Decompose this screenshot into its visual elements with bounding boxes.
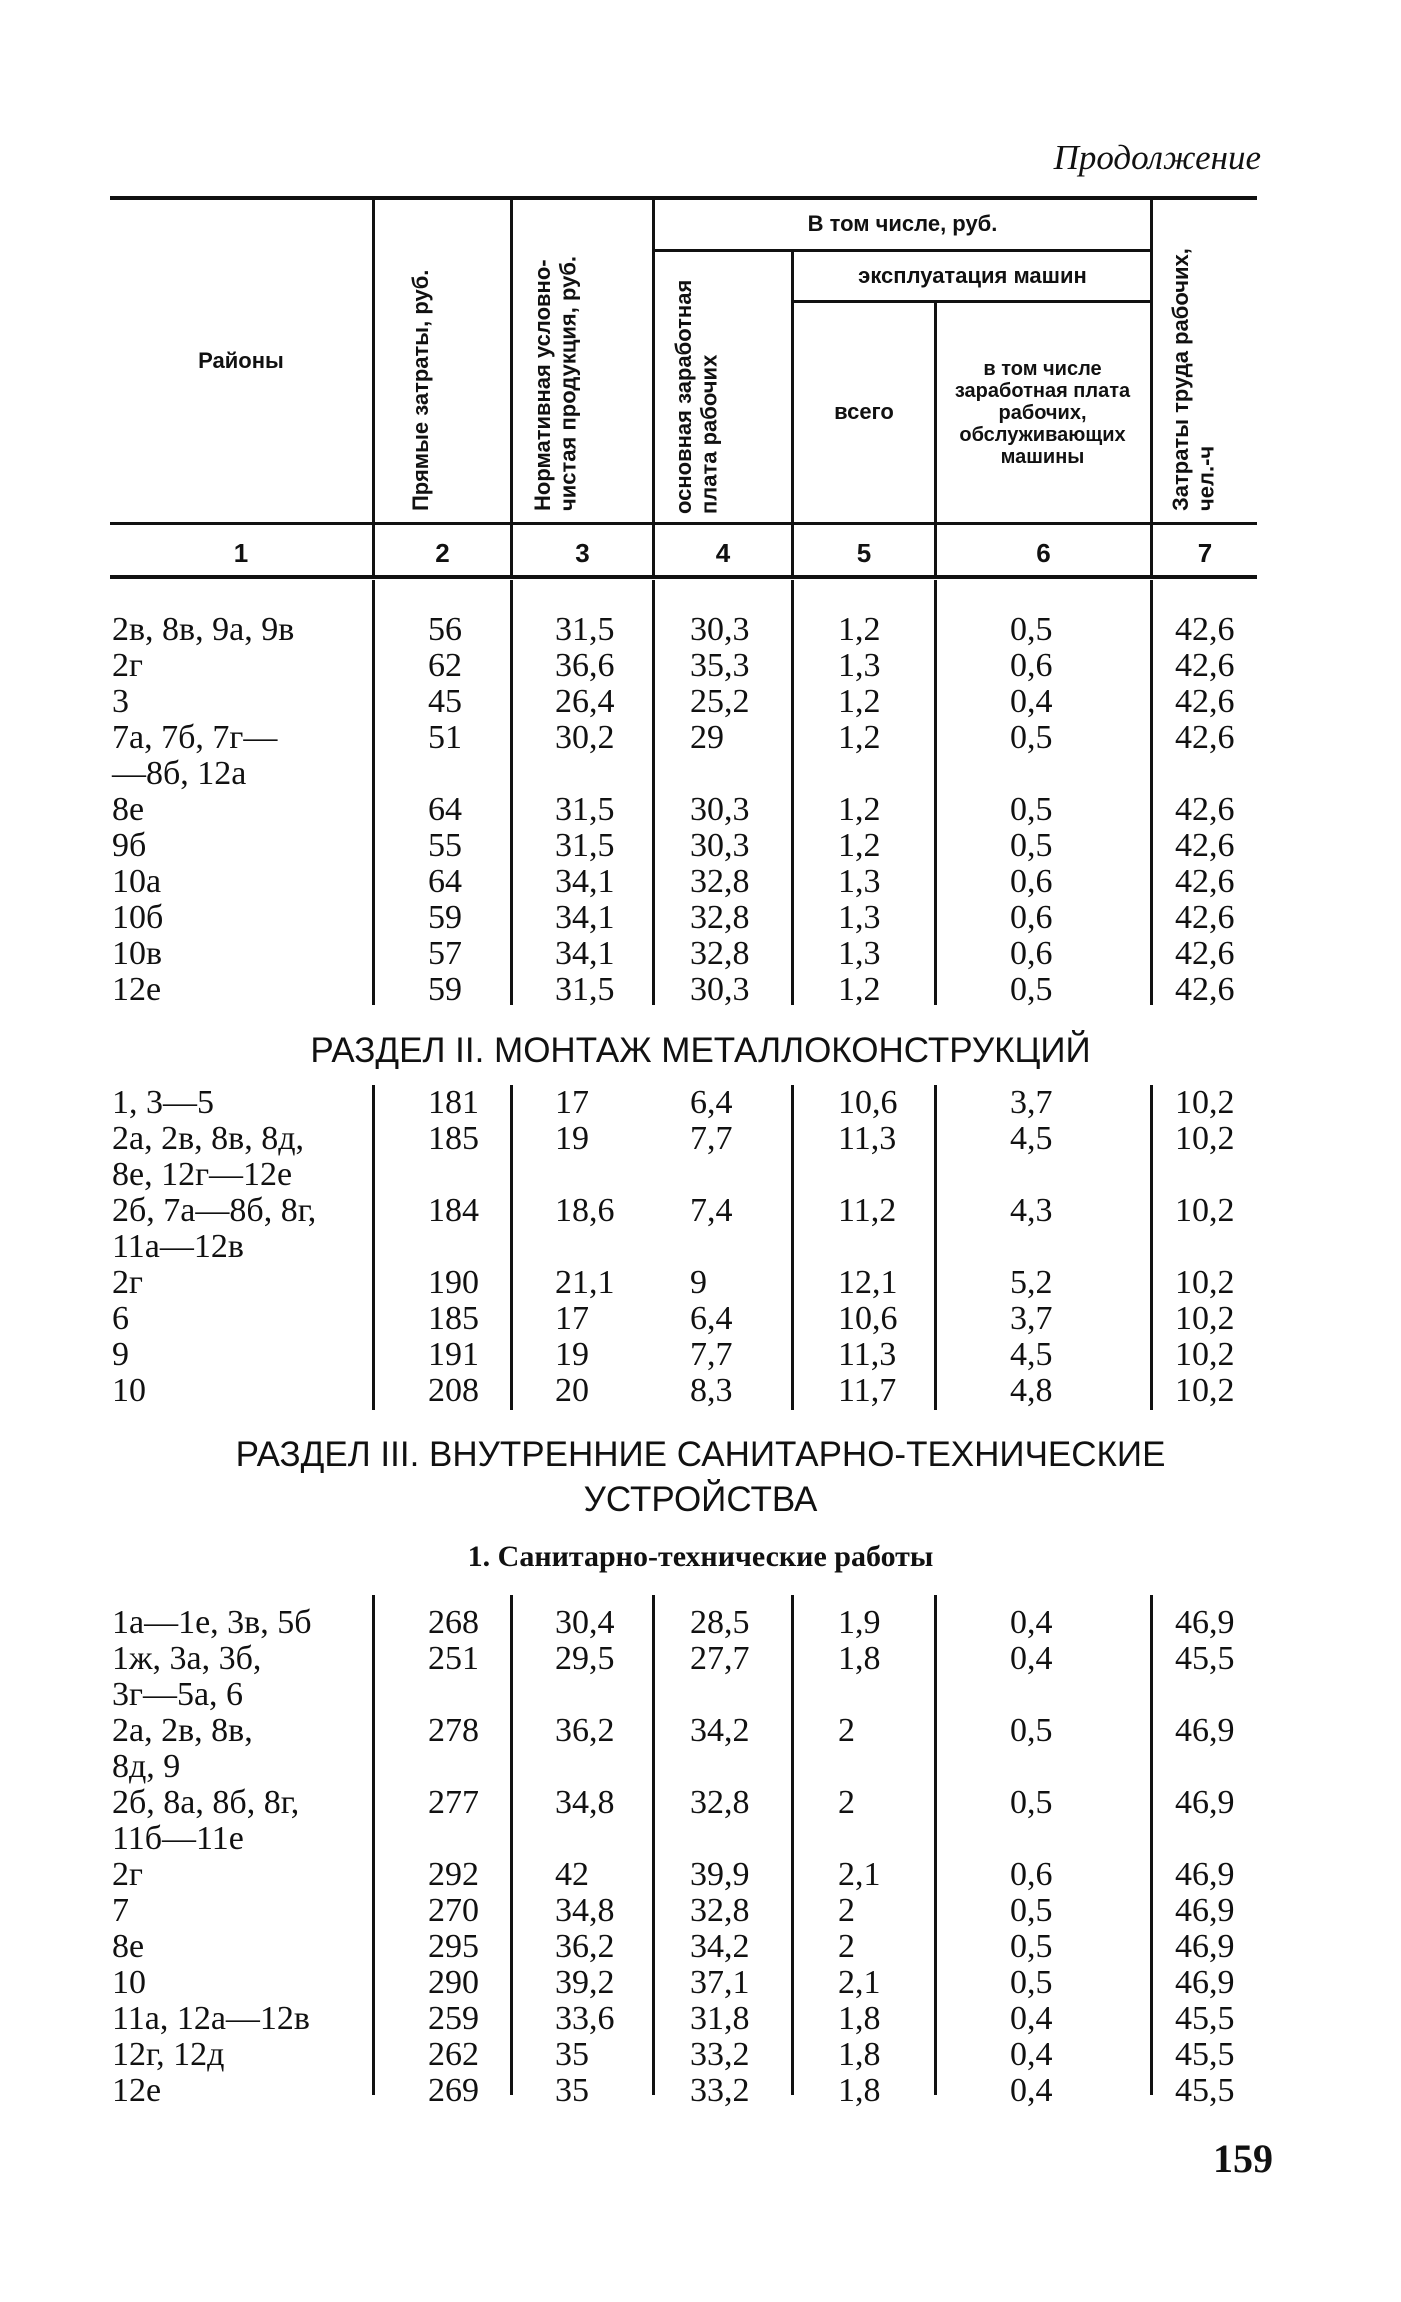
cell-machine-wage: 4,5 <box>1010 1336 1053 1373</box>
cell-machine-total: 1,2 <box>838 791 881 828</box>
cell-direct-costs: 59 <box>428 971 462 1008</box>
cell-machine-total: 1,2 <box>838 827 881 864</box>
cell-district: 12е <box>112 971 162 1008</box>
cell-basic-wage: 35,3 <box>690 647 750 684</box>
cell-normative-production: 19 <box>555 1120 589 1157</box>
continuation-label: Продолжение <box>1053 138 1261 177</box>
cell-direct-costs: 59 <box>428 899 462 936</box>
header-in-total: В том числе, руб. <box>807 211 998 237</box>
cell-labor-costs: 46,9 <box>1175 1784 1235 1821</box>
cell-machine-total: 2 <box>838 1892 855 1929</box>
header-basic-wage: основная заработная плата рабочих <box>670 279 721 514</box>
cell-normative-production: 35 <box>555 2036 589 2073</box>
cell-machine-wage: 0,5 <box>1010 1784 1053 1821</box>
header-normative: Нормативная условно-чистая продукция, руб. <box>530 255 581 511</box>
header-labor-costs: Затраты труда рабочих, чел.-ч <box>1167 248 1218 511</box>
cell-district: 1ж, 3а, 3б, <box>112 1640 262 1677</box>
column-number: 4 <box>715 537 731 568</box>
cell-machine-total: 2 <box>838 1784 855 1821</box>
cell-machine-total: 11,2 <box>838 1192 897 1229</box>
cell-machine-wage: 0,4 <box>1010 2072 1053 2109</box>
cell-direct-costs: 190 <box>428 1264 479 1301</box>
cell-basic-wage: 7,7 <box>690 1120 733 1157</box>
cell-basic-wage: 33,2 <box>690 2036 750 2073</box>
cell-district: 1, 3—5 <box>112 1084 214 1121</box>
cell-normative-production: 30,4 <box>555 1604 615 1641</box>
cell-district: 1а—1е, 3в, 5б <box>112 1604 312 1641</box>
column-divider <box>1150 580 1153 1005</box>
header-machine-wage: в том числе заработная плата рабочих, обслуживающих машины <box>954 357 1131 468</box>
cell-labor-costs: 45,5 <box>1175 2036 1235 2073</box>
cell-district: 2б, 8а, 8б, 8г, <box>112 1784 300 1821</box>
cell-labor-costs: 42,6 <box>1175 647 1235 684</box>
cell-basic-wage: 9 <box>690 1264 707 1301</box>
column-divider <box>934 1595 937 2095</box>
cell-district: 8е <box>112 791 145 828</box>
cell-direct-costs: 269 <box>428 2072 479 2109</box>
cell-basic-wage: 8,3 <box>690 1372 733 1409</box>
section-2-title: РАЗДЕЛ II. МОНТАЖ МЕТАЛЛОКОНСТРУКЦИЙ <box>310 1031 1091 1070</box>
cell-machine-wage: 0,5 <box>1010 1712 1053 1749</box>
cell-normative-production: 30,2 <box>555 719 615 756</box>
cell-labor-costs: 42,6 <box>1175 827 1235 864</box>
cell-labor-costs: 10,2 <box>1175 1300 1235 1337</box>
cell-direct-costs: 277 <box>428 1784 479 1821</box>
column-divider <box>510 1085 513 1410</box>
cell-machine-wage: 4,3 <box>1010 1192 1053 1229</box>
cell-district: 2б, 7а—8б, 8г, <box>112 1192 317 1229</box>
cell-direct-costs: 208 <box>428 1372 479 1409</box>
column-divider <box>652 1595 655 2095</box>
cell-normative-production: 36,6 <box>555 647 615 684</box>
cell-labor-costs: 42,6 <box>1175 899 1235 936</box>
cell-machine-wage: 3,7 <box>1010 1084 1053 1121</box>
cell-machine-wage: 0,4 <box>1010 1604 1053 1641</box>
cell-district: 11б—11е <box>112 1820 244 1857</box>
cell-direct-costs: 45 <box>428 683 462 720</box>
cell-labor-costs: 46,9 <box>1175 1712 1235 1749</box>
cell-basic-wage: 27,7 <box>690 1640 750 1677</box>
cell-district: 8е, 12г—12е <box>112 1156 293 1193</box>
cell-machine-total: 1,8 <box>838 2000 881 2037</box>
cell-labor-costs: 10,2 <box>1175 1372 1235 1409</box>
cell-normative-production: 35 <box>555 2072 589 2109</box>
cell-district: 10 <box>112 1372 146 1409</box>
cell-basic-wage: 33,2 <box>690 2072 750 2109</box>
cell-machine-wage: 0,6 <box>1010 863 1053 900</box>
cell-direct-costs: 191 <box>428 1336 479 1373</box>
cell-machine-wage: 0,5 <box>1010 611 1053 648</box>
cell-direct-costs: 259 <box>428 2000 479 2037</box>
cell-basic-wage: 32,8 <box>690 863 750 900</box>
cell-basic-wage: 32,8 <box>690 1784 750 1821</box>
cell-district: 9б <box>112 827 147 864</box>
cell-machine-total: 1,8 <box>838 2036 881 2073</box>
cell-normative-production: 34,8 <box>555 1784 615 1821</box>
cell-district: —8б, 12а <box>112 755 247 792</box>
column-divider <box>934 580 937 1005</box>
cell-normative-production: 21,1 <box>555 1264 615 1301</box>
header-direct-costs: Прямые затраты, руб. <box>407 269 433 511</box>
cell-normative-production: 34,1 <box>555 935 615 972</box>
cell-normative-production: 18,6 <box>555 1192 615 1229</box>
cell-basic-wage: 39,9 <box>690 1856 750 1893</box>
cell-direct-costs: 290 <box>428 1964 479 2001</box>
cell-labor-costs: 42,6 <box>1175 791 1235 828</box>
cell-district: 7 <box>112 1892 129 1929</box>
cell-normative-production: 34,1 <box>555 899 615 936</box>
cell-machine-wage: 0,6 <box>1010 1856 1053 1893</box>
column-divider <box>791 1595 794 2095</box>
cell-machine-total: 2,1 <box>838 1964 881 2001</box>
cell-district: 3г—5а, 6 <box>112 1676 244 1713</box>
cell-basic-wage: 30,3 <box>690 791 750 828</box>
cell-machine-wage: 0,4 <box>1010 2000 1053 2037</box>
header-normative-cell <box>513 205 652 517</box>
cell-labor-costs: 46,9 <box>1175 1964 1235 2001</box>
cell-labor-costs: 45,5 <box>1175 2072 1235 2109</box>
header-labor-cell <box>1153 205 1257 517</box>
header-vline <box>934 301 937 575</box>
cell-machine-total: 1,2 <box>838 611 881 648</box>
cell-machine-total: 1,8 <box>838 1640 881 1677</box>
cell-normative-production: 19 <box>555 1336 589 1373</box>
cell-district: 8е <box>112 1928 145 1965</box>
header-direct-costs-cell <box>375 205 510 517</box>
cell-direct-costs: 51 <box>428 719 462 756</box>
column-divider <box>1150 1595 1153 2095</box>
cell-labor-costs: 42,6 <box>1175 611 1235 648</box>
column-number: 1 <box>233 537 249 568</box>
cell-normative-production: 29,5 <box>555 1640 615 1677</box>
cell-labor-costs: 46,9 <box>1175 1892 1235 1929</box>
cell-basic-wage: 29 <box>690 719 724 756</box>
cell-district: 12г, 12д <box>112 2036 225 2073</box>
cell-normative-production: 36,2 <box>555 1928 615 1965</box>
cell-machine-total: 1,3 <box>838 935 881 972</box>
cell-direct-costs: 184 <box>428 1192 479 1229</box>
cell-direct-costs: 55 <box>428 827 462 864</box>
cell-normative-production: 33,6 <box>555 2000 615 2037</box>
cell-basic-wage: 32,8 <box>690 899 750 936</box>
cell-machine-total: 2 <box>838 1712 855 1749</box>
cell-labor-costs: 42,6 <box>1175 683 1235 720</box>
column-divider <box>791 580 794 1005</box>
cell-district: 2г <box>112 1856 143 1893</box>
cell-basic-wage: 25,2 <box>690 683 750 720</box>
cell-direct-costs: 64 <box>428 791 462 828</box>
column-number: 7 <box>1197 537 1213 568</box>
cell-machine-total: 2,1 <box>838 1856 881 1893</box>
cell-normative-production: 31,5 <box>555 791 615 828</box>
cell-machine-total: 10,6 <box>838 1300 898 1337</box>
cell-machine-wage: 3,7 <box>1010 1300 1053 1337</box>
cell-district: 11а, 12а—12в <box>112 2000 310 2037</box>
column-divider <box>372 1085 375 1410</box>
cell-machine-total: 1,2 <box>838 971 881 1008</box>
cell-basic-wage: 7,7 <box>690 1336 733 1373</box>
cell-basic-wage: 31,8 <box>690 2000 750 2037</box>
cell-machine-wage: 0,5 <box>1010 971 1053 1008</box>
cell-labor-costs: 42,6 <box>1175 935 1235 972</box>
cell-machine-wage: 0,5 <box>1010 719 1053 756</box>
cell-direct-costs: 251 <box>428 1640 479 1677</box>
cell-labor-costs: 42,6 <box>1175 971 1235 1008</box>
cell-machine-total: 11,3 <box>838 1120 897 1157</box>
cell-district: 2а, 2в, 8в, 8д, <box>112 1120 304 1157</box>
cell-machine-total: 11,7 <box>838 1372 897 1409</box>
cell-district: 2в, 8в, 9а, 9в <box>112 611 295 648</box>
cell-basic-wage: 30,3 <box>690 611 750 648</box>
section-3-title-line-1: РАЗДЕЛ III. ВНУТРЕННИЕ САНИТАРНО-ТЕХНИЧЕСКИЕ <box>235 1435 1166 1474</box>
cell-normative-production: 31,5 <box>555 827 615 864</box>
cell-basic-wage: 34,2 <box>690 1928 750 1965</box>
cell-labor-costs: 42,6 <box>1175 719 1235 756</box>
cell-labor-costs: 10,2 <box>1175 1120 1235 1157</box>
cell-direct-costs: 181 <box>428 1084 479 1121</box>
cell-district: 11а—12в <box>112 1228 244 1265</box>
cell-labor-costs: 10,2 <box>1175 1192 1235 1229</box>
cell-machine-total: 1,3 <box>838 899 881 936</box>
column-divider <box>934 1085 937 1410</box>
cell-basic-wage: 6,4 <box>690 1084 733 1121</box>
cell-machine-wage: 4,8 <box>1010 1372 1053 1409</box>
cell-machine-total: 1,2 <box>838 683 881 720</box>
cell-labor-costs: 46,9 <box>1175 1928 1235 1965</box>
cell-direct-costs: 185 <box>428 1120 479 1157</box>
cell-machine-wage: 0,6 <box>1010 899 1053 936</box>
column-divider <box>791 1085 794 1410</box>
column-divider <box>652 580 655 1005</box>
cell-labor-costs: 45,5 <box>1175 2000 1235 2037</box>
cell-basic-wage: 37,1 <box>690 1964 750 2001</box>
cell-direct-costs: 64 <box>428 863 462 900</box>
column-divider <box>1150 1085 1153 1410</box>
cell-direct-costs: 278 <box>428 1712 479 1749</box>
cell-direct-costs: 62 <box>428 647 462 684</box>
cell-district: 2г <box>112 1264 143 1301</box>
cell-machine-wage: 0,5 <box>1010 1928 1053 1965</box>
section-3-title-line-2: УСТРОЙСТВА <box>583 1480 818 1519</box>
header-bottom-rule <box>110 522 1257 525</box>
cell-machine-wage: 0,6 <box>1010 935 1053 972</box>
cell-labor-costs: 10,2 <box>1175 1084 1235 1121</box>
cell-labor-costs: 45,5 <box>1175 1640 1235 1677</box>
cell-district: 10а <box>112 863 162 900</box>
cell-basic-wage: 32,8 <box>690 935 750 972</box>
cell-machine-total: 1,3 <box>838 647 881 684</box>
header-total: всего <box>834 399 894 425</box>
cell-labor-costs: 10,2 <box>1175 1264 1235 1301</box>
cell-machine-wage: 0,5 <box>1010 1892 1053 1929</box>
cell-machine-wage: 4,5 <box>1010 1120 1053 1157</box>
cell-labor-costs: 46,9 <box>1175 1604 1235 1641</box>
cell-normative-production: 31,5 <box>555 611 615 648</box>
cell-normative-production: 34,8 <box>555 1892 615 1929</box>
cell-machine-total: 1,3 <box>838 863 881 900</box>
cell-machine-wage: 0,5 <box>1010 1964 1053 2001</box>
column-number: 5 <box>856 537 872 568</box>
column-number-rule <box>110 575 1257 579</box>
cell-normative-production: 39,2 <box>555 1964 615 2001</box>
cell-district: 8д, 9 <box>112 1748 181 1785</box>
cell-normative-production: 26,4 <box>555 683 615 720</box>
cell-labor-costs: 46,9 <box>1175 1856 1235 1893</box>
cell-direct-costs: 57 <box>428 935 462 972</box>
cell-basic-wage: 28,5 <box>690 1604 750 1641</box>
header-machine-operation: эксплуатация машин <box>858 262 1087 288</box>
cell-basic-wage: 6,4 <box>690 1300 733 1337</box>
column-divider <box>510 580 513 1005</box>
cell-machine-wage: 0,4 <box>1010 2036 1053 2073</box>
cell-machine-wage: 0,6 <box>1010 647 1053 684</box>
cell-basic-wage: 7,4 <box>690 1192 733 1229</box>
subsection-title: 1. Санитарно-технические работы <box>467 1540 934 1573</box>
column-number: 3 <box>575 537 590 568</box>
cell-direct-costs: 295 <box>428 1928 479 1965</box>
cell-machine-total: 1,8 <box>838 2072 881 2109</box>
cell-machine-total: 10,6 <box>838 1084 898 1121</box>
cell-normative-production: 17 <box>555 1084 589 1121</box>
cell-basic-wage: 34,2 <box>690 1712 750 1749</box>
cell-machine-total: 1,2 <box>838 719 881 756</box>
cell-normative-production: 42 <box>555 1856 589 1893</box>
cell-district: 9 <box>112 1336 129 1373</box>
cell-normative-production: 31,5 <box>555 971 615 1008</box>
cell-district: 10б <box>112 899 164 936</box>
cell-direct-costs: 270 <box>428 1892 479 1929</box>
cell-direct-costs: 268 <box>428 1604 479 1641</box>
cell-machine-wage: 0,4 <box>1010 683 1053 720</box>
cell-labor-costs: 10,2 <box>1175 1336 1235 1373</box>
cell-district: 6 <box>112 1300 129 1337</box>
cell-direct-costs: 292 <box>428 1856 479 1893</box>
column-divider <box>372 1595 375 2095</box>
column-number: 2 <box>435 537 450 568</box>
column-divider <box>372 580 375 1005</box>
cell-machine-wage: 0,5 <box>1010 827 1053 864</box>
cell-machine-total: 2 <box>838 1928 855 1965</box>
cell-district: 2а, 2в, 8в, <box>112 1712 253 1749</box>
cell-machine-wage: 0,5 <box>1010 791 1053 828</box>
column-divider <box>510 1595 513 2095</box>
cell-normative-production: 17 <box>555 1300 589 1337</box>
cell-basic-wage: 32,8 <box>690 1892 750 1929</box>
cell-machine-total: 12,1 <box>838 1264 898 1301</box>
cell-district: 7а, 7б, 7г— <box>112 719 278 756</box>
cell-basic-wage: 30,3 <box>690 971 750 1008</box>
cell-direct-costs: 185 <box>428 1300 479 1337</box>
cell-normative-production: 36,2 <box>555 1712 615 1749</box>
cell-direct-costs: 262 <box>428 2036 479 2073</box>
cell-machine-wage: 0,4 <box>1010 1640 1053 1677</box>
cell-district: 10в <box>112 935 163 972</box>
cell-normative-production: 34,1 <box>555 863 615 900</box>
cell-machine-total: 11,3 <box>838 1336 897 1373</box>
cell-machine-total: 1,9 <box>838 1604 881 1641</box>
cell-normative-production: 20 <box>555 1372 589 1409</box>
cell-labor-costs: 42,6 <box>1175 863 1235 900</box>
cell-direct-costs: 56 <box>428 611 462 648</box>
cell-basic-wage: 30,3 <box>690 827 750 864</box>
header-districts: Районы <box>198 347 284 373</box>
header-basic-wage-cell <box>655 255 791 517</box>
cell-district: 12е <box>112 2072 162 2109</box>
column-number: 6 <box>1036 537 1051 568</box>
cell-machine-wage: 5,2 <box>1010 1264 1053 1301</box>
cell-district: 10 <box>112 1964 146 2001</box>
cell-district: 2г <box>112 647 143 684</box>
page-number: 159 <box>1213 2136 1273 2181</box>
cell-district: 3 <box>112 683 129 720</box>
